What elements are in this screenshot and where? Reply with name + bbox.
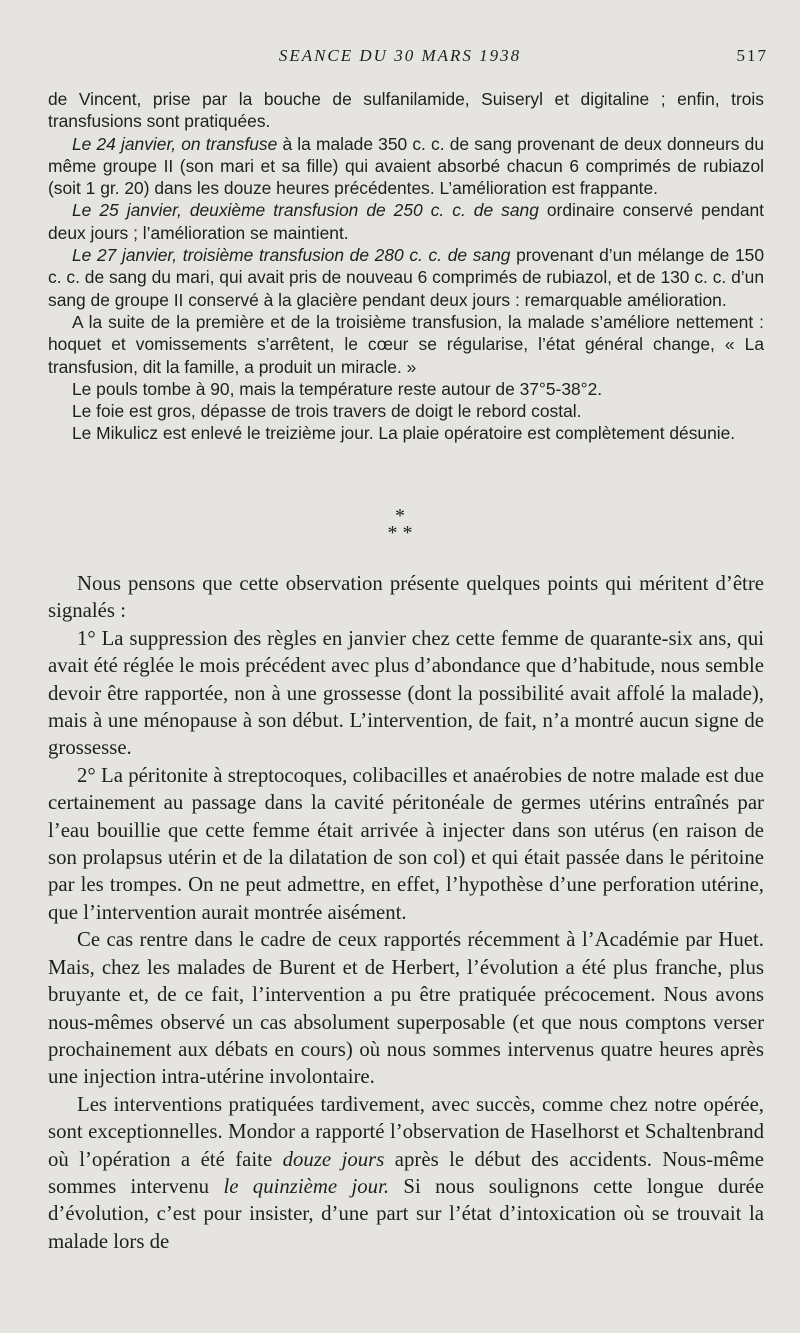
italic-date: Le 24 janvier, on transfuse (72, 133, 278, 154)
italic-phrase: douze jours (282, 1147, 385, 1171)
paragraph: Le pouls tombe à 90, mais la température reste autour de 37°5-38°2. (72, 378, 603, 399)
case-report-block (48, 88, 764, 445)
paragraph-text: après le début des accidents. Nous-même sommes intervenu (48, 1147, 764, 1198)
section-separator (0, 505, 800, 544)
running-head (0, 46, 800, 70)
page-number: 517 (736, 46, 768, 65)
paragraph: 1° La suppression des règles en janvier chez cette femme de quarante-six ans, qui avait été réglée le mois précédent avec plus d’abondance que d’habitude, nous semble devoir être rapportée, non à une grossesse (dont la possibilité avait affolé la malade), mais à une ménopause à son début. L’intervention, de fait, n’a montré aucun signe de grossesse. (48, 626, 764, 760)
italic-phrase: le quinzième jour. (223, 1174, 390, 1198)
discussion-block (48, 570, 764, 1255)
paragraph: Le foie est gros, dépasse de trois travers de doigt le rebord costal. (72, 401, 582, 422)
paragraph (48, 133, 764, 200)
paragraph: 2° La péritonite à streptocoques, colibacilles et anaérobies de notre malade est due certainement au passage dans la cavité péritonéale de germes utérins entraînés par l’eau bouillie que cette femme était arrivée à injecter dans son utérus (en raison de son prolapsus utérin et de la dilatation de son col) et qui était passée dans le péritoine par les trompes. On ne peut admettre, en effet, l’hypothèse d’une perforation utérine, que l’intervention aurait montrée aisément. (48, 763, 764, 924)
italic-phrase: Le 25 janvier, deuxième transfusion de 250 c. c. de sang (72, 200, 539, 221)
italic-phrase: Le 27 janvier, troisième transfusion de 280 c. c. de sang (72, 245, 511, 266)
paragraph-text: à la malade 350 c. c. de sang provenant de deux donneurs du même groupe II (son mari et sa fille) qui avaient absorbé chacun 6 comprimés de rubiazol (soit 1 gr. 20) dans les douze heures précédentes. L’amélioration est frappante. (48, 133, 764, 199)
paragraph: Nous pensons que cette observation présente quelques points qui méritent d’être signalés : (48, 572, 764, 623)
paragraph (48, 244, 764, 311)
paragraph: A la suite de la première et de la troisième transfusion, la malade s’améliore nettement : hoquet et vomissements s’arrêtent, le cœur se régularise, l’état général change, « La transfusion, dit la famille, a produit un miracle. » (48, 311, 764, 377)
paragraph (48, 1091, 764, 1255)
paragraph-text: Les interventions pratiquées tardivement, avec succès, comme chez notre opérée, sont exceptionnelles. Mondor a rapporté l’observation de Haselhorst et Schaltenbrand où l’opération a été faite (48, 1092, 764, 1171)
paragraph-text: Si nous soulignons cette longue durée d’évolution, c’est pour insister, d’une part sur l’état d’intoxication où se trouvait la malade lors de (48, 1174, 765, 1253)
separator-star: * (395, 505, 405, 527)
paragraph-text: ordinaire conservé pendant deux jours ; l’amélioration se maintient. (48, 200, 765, 243)
paragraph-text: provenant d’un mélange de 150 c. c. de sang du mari, qui avait pris de nouveau 6 comprimés de rubiazol, et de 130 c. c. d’un sang de groupe II conservé à la glacière pendant deux jours : remarquable amélioration. (48, 245, 764, 310)
running-head-title: SEANCE DU 30 MARS 1938 (278, 46, 522, 65)
separator-stars: * * (387, 522, 413, 544)
paragraph: Ce cas rentre dans le cadre de ceux rapportés récemment à l’Académie par Huet. Mais, chez les malades de Burent et de Herbert, l’évolution a été plus franche, plus bruyante et, de ce fait, l’intervention a pu être pratiquée précocement. Nous avons nous-mêmes observé un cas absolument superposable (et que nous comptons verser prochainement aux débats en cours) où nous sommes intervenus quatre heures après une injection intra-utérine involontaire. (48, 928, 764, 1089)
paragraph (48, 199, 764, 244)
paragraph: de Vincent, prise par la bouche de sulfanilamide, Suiseryl et digitaline ; enfin, trois transfusions sont pratiquées. (48, 89, 764, 132)
paragraph: Le Mikulicz est enlevé le treizième jour. La plaie opératoire est complètement désunie. (72, 423, 736, 444)
